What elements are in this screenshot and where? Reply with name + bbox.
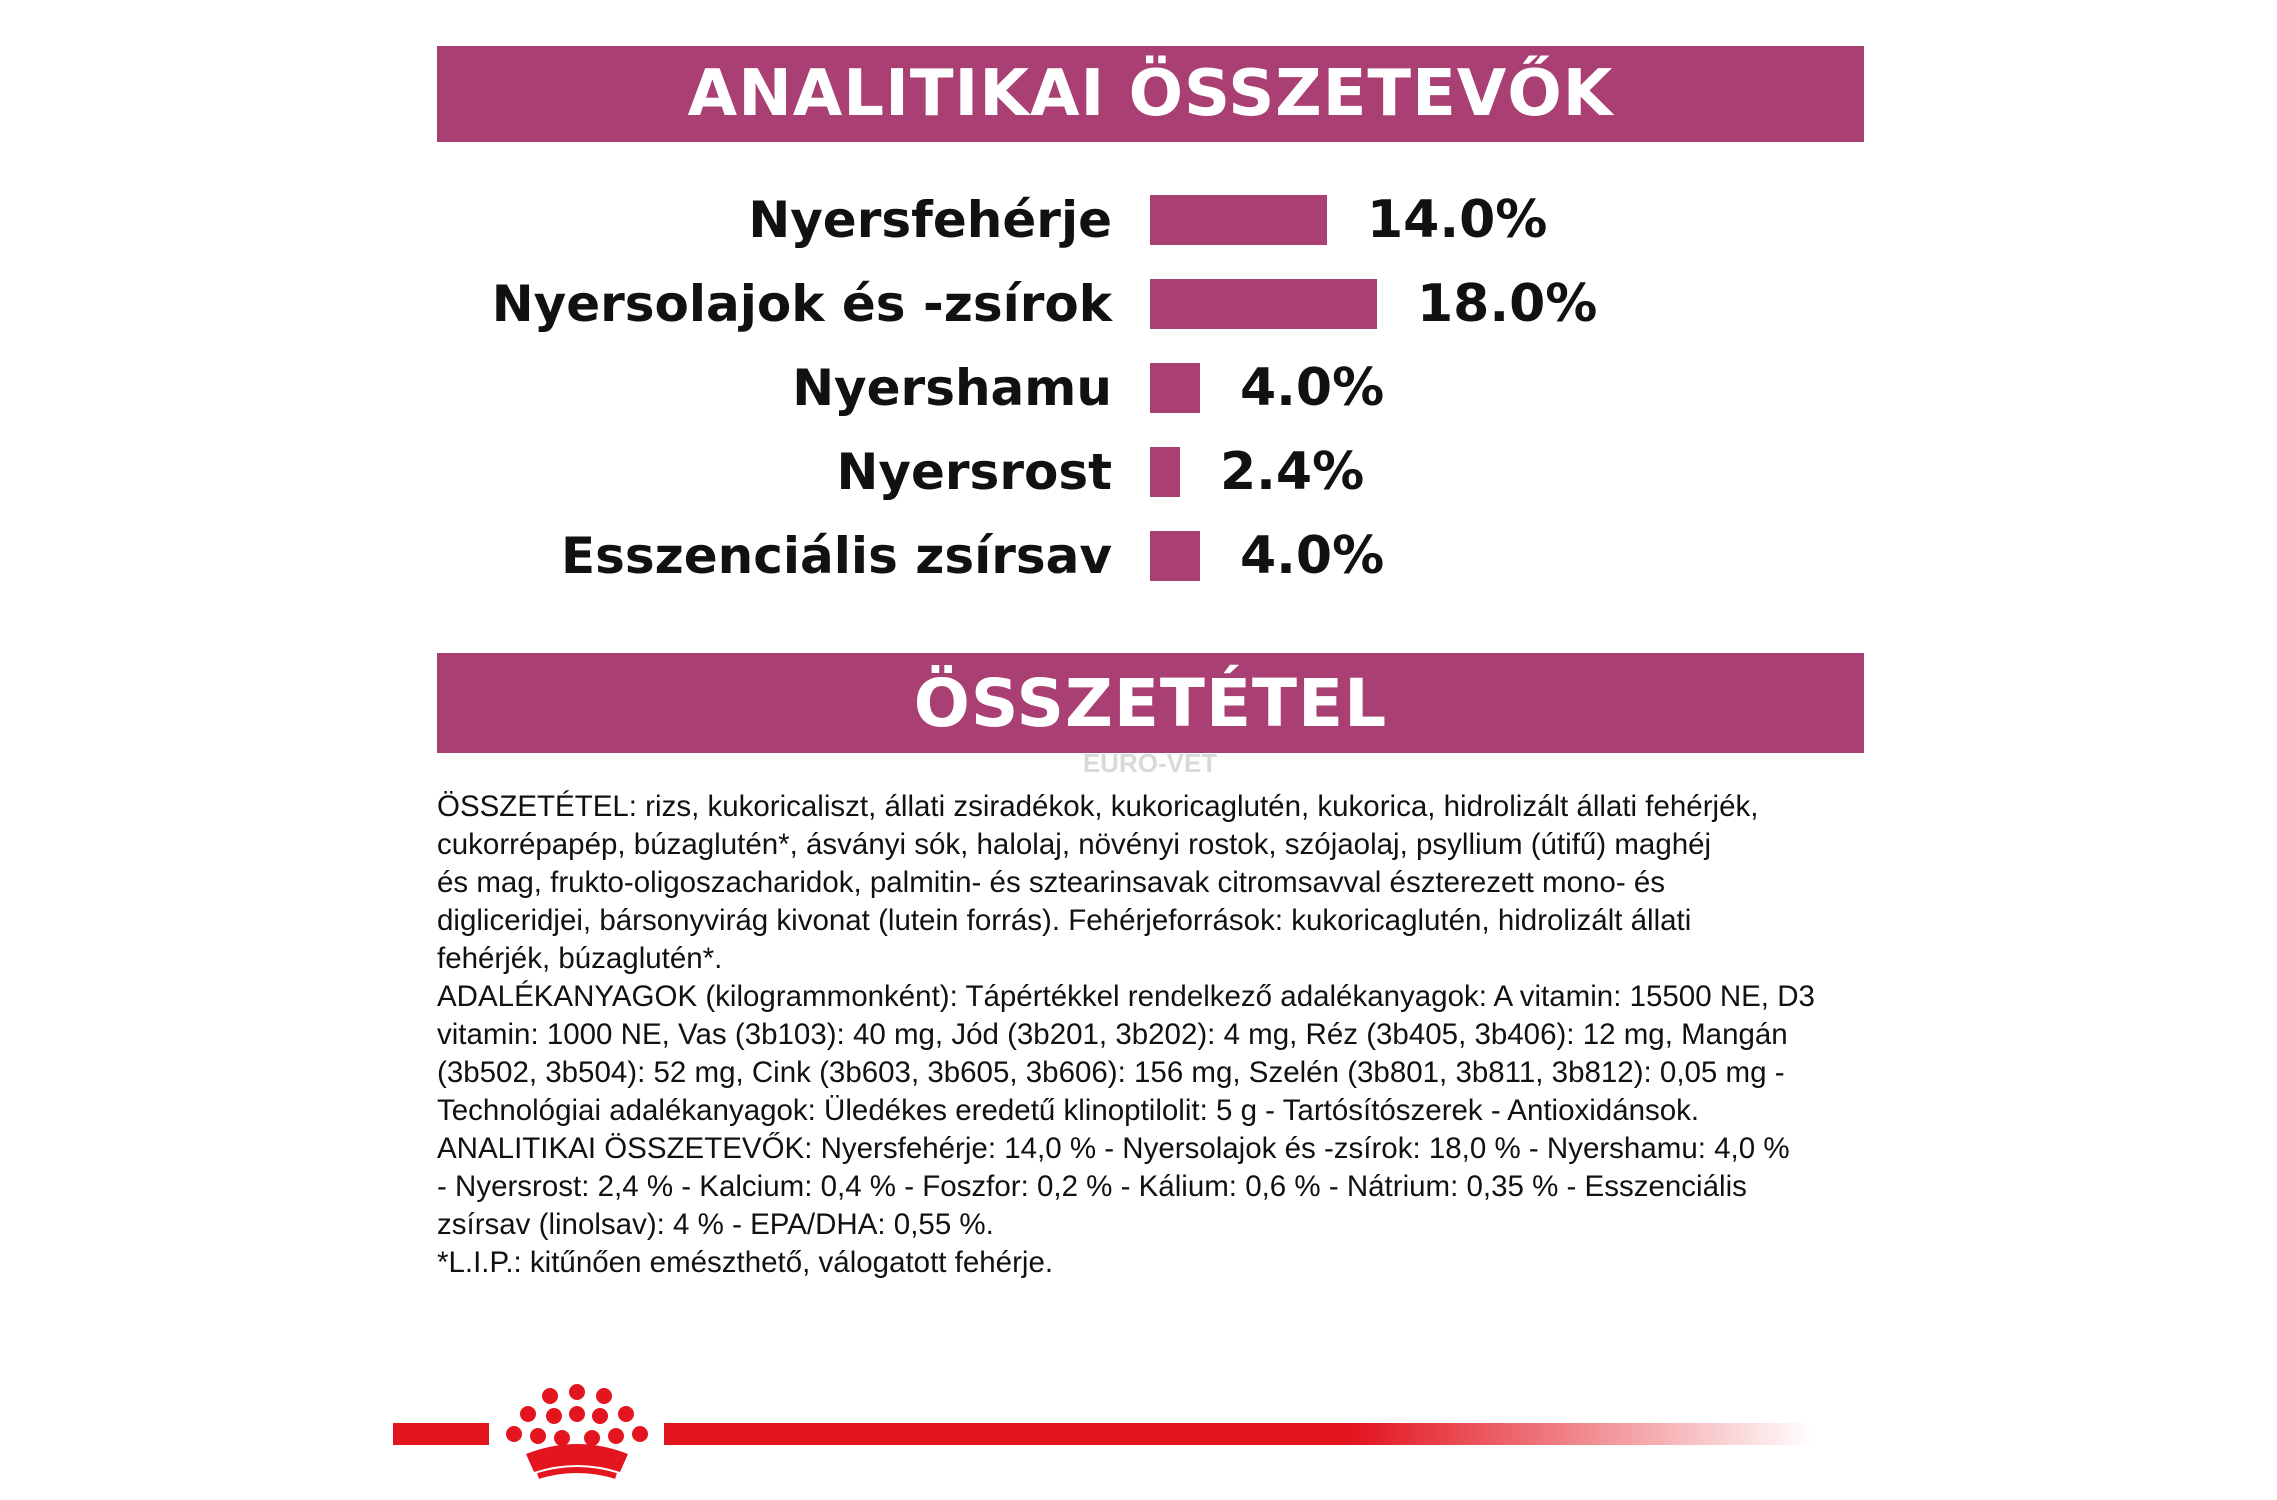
nutrient-label: Nyersolajok és -zsírok [491,275,1112,333]
crown-dot [520,1406,536,1422]
composition-line: fehérjék, búzaglutén*. [437,942,723,975]
analytic-components-title: ANALITIKAI ÖSSZETEVŐK [687,57,1614,131]
composition-line: - Nyersrost: 2,4 % - Kalcium: 0,4 % - Foszfor: 0,2 % - Kálium: 0,6 % - Nátrium: 0,35 % - Esszenciális [437,1170,1747,1203]
crown-dot [546,1408,562,1424]
nutrient-bar [1150,447,1180,497]
nutrient-value: 4.0% [1240,526,1385,586]
crown-dot [506,1426,522,1442]
crown-dot [596,1388,612,1404]
composition-line: (3b502, 3b504): 52 mg, Cink (3b603, 3b605, 3b606): 156 mg, Szelén (3b801, 3b811, 3b812): 0,05 mg - [437,1056,1785,1089]
analytic-components-banner [437,46,1864,142]
nutrient-value: 4.0% [1240,358,1385,418]
composition-line: zsírsav (linolsav): 4 % - EPA/DHA: 0,55 %. [437,1208,994,1241]
nutrient-bar [1150,279,1377,329]
watermark: EURO-VET [1082,748,1218,778]
composition-line: ÖSSZETÉTEL: rizs, kukoricaliszt, állati zsiradékok, kukoricaglutén, kukorica, hidrolizált állati fehérjék, [437,790,1759,823]
composition-line: vitamin: 1000 NE, Vas (3b103): 40 mg, Jód (3b201, 3b202): 4 mg, Réz (3b405, 3b406): 12 mg, Mangán [437,1018,1788,1051]
composition-line: ADALÉKANYAGOK (kilogrammonként): Tápértékkel rendelkező adalékanyagok: A vitamin: 15500 NE, D3 [437,980,1815,1013]
composition-title: ÖSSZETÉTEL [913,664,1388,742]
crown-dot [608,1428,624,1444]
royal-canin-crown-icon [498,1384,656,1484]
nutrient-bar [1150,531,1200,581]
footer-red-line-right [664,1423,1814,1445]
crown-dot [632,1426,648,1442]
crown-dot [569,1384,585,1400]
nutrient-bar [1150,363,1200,413]
nutrient-value: 18.0% [1417,274,1598,334]
nutrient-label: Nyersfehérje [748,191,1112,249]
composition-line: digliceridjei, bársonyvirág kivonat (lutein forrás). Fehérjeforrások: kukoricaglutén, hidrolizált állati [437,904,1692,937]
composition-line: és mag, frukto-oligoszacharidok, palmitin- és sztearinsavak citromsavval észterezett mono- és [437,866,1666,899]
crown-dot [618,1406,634,1422]
footer-red-line-left [393,1423,489,1445]
nutrient-label: Nyersrost [836,443,1112,501]
crown-dot [584,1430,600,1446]
composition-line: Technológiai adalékanyagok: Üledékes eredetű klinoptilolit: 5 g - Tartósítószerek - Antioxidánsok. [437,1094,1700,1127]
crown-dot [542,1388,558,1404]
crown-dot [554,1430,570,1446]
nutrient-label: Esszenciális zsírsav [560,527,1112,585]
nutrient-value: 14.0% [1367,190,1548,250]
crown-dot [592,1408,608,1424]
composition-text [437,788,1877,1282]
nutrient-value: 2.4% [1220,442,1365,502]
crown-dot [530,1428,546,1444]
composition-banner [437,653,1864,753]
composition-line: ANALITIKAI ÖSSZETEVŐK: Nyersfehérje: 14,0 % - Nyersolajok és -zsírok: 18,0 % - Nyershamu: 4,0 % [437,1132,1790,1165]
composition-line: *L.I.P.: kitűnően emészthető, válogatott fehérje. [437,1246,1054,1279]
nutrient-bar [1150,195,1327,245]
composition-line: cukorrépapép, búzaglutén*, ásványi sók, halolaj, növényi rostok, szójaolaj, psyllium (útifű) maghéj [437,828,1712,861]
crown-dot [569,1406,585,1422]
nutrient-label: Nyershamu [792,359,1112,417]
